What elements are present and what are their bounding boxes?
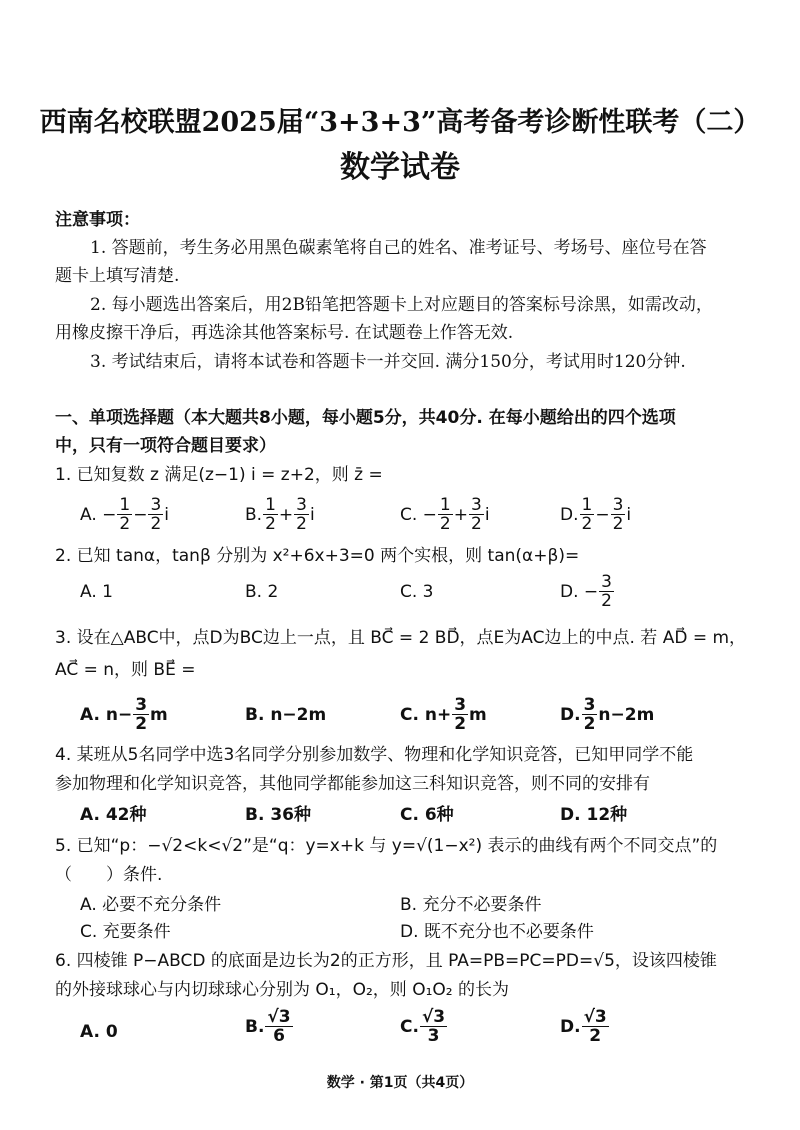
q2-d-label: D. −: [560, 581, 599, 602]
q2-stem: 2. 已知 tanα，tanβ 分别为 x²+6x+3=0 两个实根，则 tan(α+β)=: [55, 546, 580, 566]
q3-stem-line2: AC⃗ = n，则 BE⃗ =: [55, 660, 196, 680]
q1-c-op: +: [453, 504, 468, 525]
q1-option-d: [560, 496, 631, 533]
q1-d-i: i: [626, 504, 632, 525]
q3-option-d: [560, 696, 654, 733]
q1-a-label: A. −: [80, 504, 117, 525]
q6-b-label: B.: [245, 1016, 265, 1037]
q3-c-tail: m: [469, 704, 487, 725]
q6-c-label: C.: [400, 1016, 419, 1037]
notice-item1-line2: 题卡上填写清楚.: [55, 266, 180, 286]
q5-option-d: D. 既不充分也不必要条件: [400, 922, 594, 942]
q6-option-d: [560, 1008, 610, 1045]
q4-option-c: C. 6种: [400, 805, 454, 825]
q1-option-b: [245, 496, 315, 533]
q1-d-op: −: [595, 504, 610, 525]
q6-d-label: D.: [560, 1016, 581, 1037]
q4-stem-line2: 参加物理和化学知识竞答，其他同学都能参加这三科知识竞答，则不同的安排有: [55, 774, 650, 794]
q1-b-frac2: $\frac{3}{2}$: [296, 495, 307, 534]
q1-stem: 1. 已知复数 z 满足(z−1) i = z+2，则 z̄ =: [55, 465, 383, 485]
q1-b-i: i: [309, 504, 315, 525]
q4-option-d: D. 12种: [560, 805, 628, 825]
notice-item3: 3. 考试结束后，请将本试卷和答题卡一并交回. 满分150分，考试用时120分钟.: [90, 352, 686, 372]
q1-option-a: [80, 496, 169, 533]
q3-stem-line1: 3. 设在△ABC中，点D为BC边上一点，且 BC⃗ = 2 BD⃗，点E为AC边上的中点. 若 AD⃗ = m，: [55, 628, 747, 648]
q2-option-d: [560, 573, 615, 610]
notice-heading: 注意事项：: [55, 210, 140, 230]
q1-d-frac1: $\frac{1}{2}$: [581, 495, 593, 534]
notice-item1-line1: 1. 答题前，考生务必用黑色碳素笔将自己的姓名、准考证号、考场号、座位号在答: [90, 238, 707, 258]
q1-d-label: D.: [560, 504, 579, 525]
q6-b-frac: $\frac{√3}{6}$: [267, 1007, 291, 1046]
q5-option-a: A. 必要不充分条件: [80, 895, 222, 915]
q3-option-c: [400, 696, 487, 733]
notice-item2-line2: 用橡皮擦干净后，再选涂其他答案标号. 在试题卷上作答无效.: [55, 323, 514, 343]
q1-a-op: −: [133, 504, 148, 525]
q6-option-b: [245, 1008, 294, 1045]
q3-a-tail: m: [150, 704, 168, 725]
q6-stem-line1: 6. 四棱锥 P−ABCD 的底面是边长为2的正方形，且 PA=PB=PC=PD=√5，设该四棱锥: [55, 951, 717, 971]
q1-c-i: i: [484, 504, 490, 525]
q5-stem-line1: 5. 已知“p：−√2<k<√2”是“q：y=x+k 与 y=√(1−x²) 表示的曲线有两个不同交点”的: [55, 836, 718, 856]
notice-item2-line1: 2. 每小题选出答案后，用2B铅笔把答题卡上对应题目的答案标号涂黑，如需改动，: [90, 295, 713, 315]
q4-stem-line1: 4. 某班从5名同学中选3名同学分别参加数学、物理和化学知识竞答，已知甲同学不能: [55, 745, 694, 765]
section1-heading-line2: 中，只有一项符合题目要求）: [55, 436, 276, 456]
q2-option-c: C. 3: [400, 582, 434, 602]
q6-option-a: A. 0: [80, 1022, 118, 1042]
q3-c-label: C. n+: [400, 704, 452, 725]
q6-c-frac: $\frac{√3}{3}$: [421, 1007, 446, 1046]
q1-c-label: C. −: [400, 504, 437, 525]
q3-c-frac: $\frac{3}{2}$: [454, 695, 467, 734]
q1-option-c: [400, 496, 490, 533]
q4-option-a: A. 42种: [80, 805, 147, 825]
q2-d-frac: $\frac{3}{2}$: [601, 572, 612, 611]
q1-a-frac1: $\frac{1}{2}$: [119, 495, 131, 534]
q3-d-frac: $\frac{3}{2}$: [583, 695, 596, 734]
q3-option-a: [80, 696, 168, 733]
q1-b-frac1: $\frac{1}{2}$: [265, 495, 276, 534]
exam-title: 西南名校联盟2025届“3+3+3”高考备考诊断性联考（二）: [39, 107, 761, 138]
q4-option-b: B. 36种: [245, 805, 311, 825]
q3-d-label: D.: [560, 704, 581, 725]
q1-b-label: B.: [245, 504, 263, 525]
q5-option-c: C. 充要条件: [80, 922, 171, 942]
q1-b-op: +: [278, 504, 294, 525]
q1-a-i: i: [164, 504, 170, 525]
q5-stem-line2: （ ）条件.: [55, 865, 163, 885]
exam-subtitle: 数学试卷: [340, 150, 460, 185]
q1-a-frac2: $\frac{3}{2}$: [150, 495, 162, 534]
page-footer: 数学 · 第1页（共4页）: [326, 1075, 474, 1091]
q5-option-b: B. 充分不必要条件: [400, 895, 542, 915]
q1-d-frac2: $\frac{3}{2}$: [612, 495, 624, 534]
q2-option-b: B. 2: [245, 582, 279, 602]
q1-c-frac2: $\frac{3}{2}$: [471, 495, 482, 534]
q6-d-frac: $\frac{√3}{2}$: [583, 1007, 607, 1046]
q6-option-c: [400, 1008, 448, 1045]
q3-d-tail: n−2m: [598, 704, 655, 725]
q3-option-b: B. n−2m: [245, 705, 327, 725]
q2-option-a: A. 1: [80, 582, 113, 602]
q3-a-frac: $\frac{3}{2}$: [135, 695, 148, 734]
q6-stem-line2: 的外接球球心与内切球球心分别为 O₁，O₂，则 O₁O₂ 的长为: [55, 980, 509, 1000]
q3-a-label: A. n−: [80, 704, 133, 725]
q1-c-frac1: $\frac{1}{2}$: [439, 495, 451, 534]
section1-heading-line1: 一、单项选择题（本大题共8小题，每小题5分，共40分. 在每小题给出的四个选项: [55, 408, 676, 428]
